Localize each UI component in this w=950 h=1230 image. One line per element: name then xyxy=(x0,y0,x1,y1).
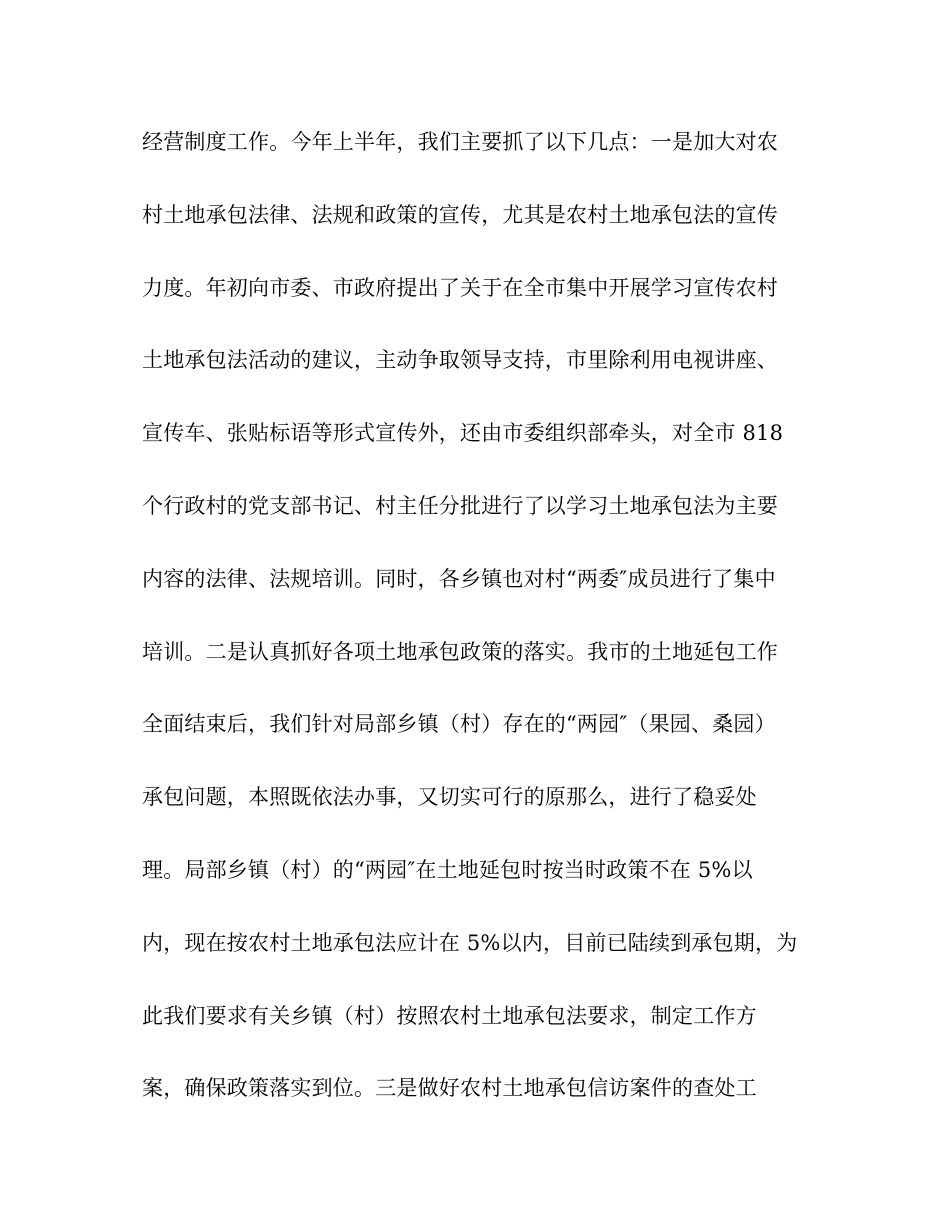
text-line-1: 经营制度工作。今年上半年，我们主要抓了以下几点：一是加大对农 xyxy=(142,130,778,154)
text-line-4: 土地承包法活动的建议，主动争取领导支持，市里除利用电视讲座、 xyxy=(142,348,778,373)
text-line-8: 培训。二是认真抓好各项土地承包政策的落实。我市的土地延包工作 xyxy=(142,639,778,664)
text-line-12: 内，现在按农村土地承包法应计在 5%以内，目前已陆续到承包期，为 xyxy=(142,930,798,955)
text-line-9: 全面结束后，我们针对局部乡镇（村）存在的“两园″（果园、桑园） xyxy=(142,712,776,737)
text-line-10: 承包问题，本照既依法办事，又切实可行的原那么，进行了稳妥处 xyxy=(142,785,757,810)
text-line-5: 宣传车、张贴标语等形式宣传外，还由市委组织部牵头，对全市 818 xyxy=(142,421,784,446)
text-line-3: 力度。年初向市委、市政府提出了关于在全市集中开展学习宣传农村 xyxy=(142,275,778,300)
text-line-11: 理。局部乡镇（村）的“两园″在土地延包时按当时政策不在 5%以 xyxy=(142,857,753,882)
body-text xyxy=(142,122,822,1141)
text-line-6: 个行政村的党支部书记、村主任分批进行了以学习土地承包法为主要 xyxy=(142,493,778,518)
text-line-7: 内容的法律、法规培训。同时，各乡镇也对村“两委″成员进行了集中 xyxy=(142,566,776,591)
text-line-2: 村土地承包法律、法规和政策的宣传，尤其是农村土地承包法的宣传 xyxy=(142,202,778,227)
text-line-13: 此我们要求有关乡镇（村）按照农村土地承包法要求，制定工作方 xyxy=(142,1003,757,1028)
text-line-14: 案，确保政策落实到位。三是做好农村土地承包信访案件的查处工 xyxy=(142,1076,757,1101)
